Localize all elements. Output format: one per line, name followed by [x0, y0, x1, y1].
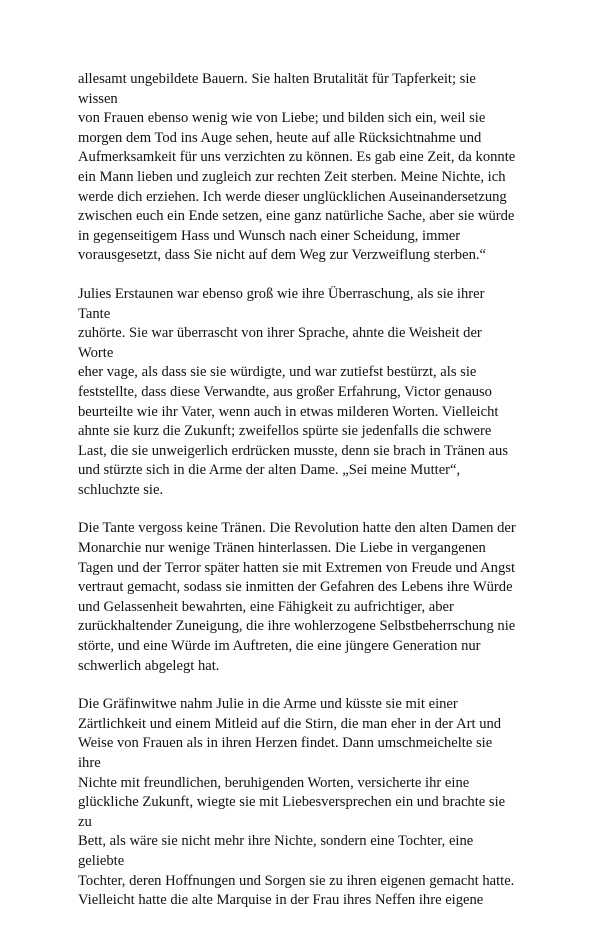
paragraph-2: Julies Erstaunen war ebenso groß wie ihre Überraschung, als sie ihrer Tante zuhörte. Sie war überrascht von ihrer Sprache, ahnte die Weisheit der Worte eher vage, als dass sie sie würdigte, und war zutiefst bestürzt, als sie feststellte, dass diese Verwandte, aus großer Erfahrung, Victor genauso beurteilte wie ihr Vater, wenn auch in etwas milderen Worten. Vielleicht ahnte sie kurz die Zukunft; zweifellos spürte sie jedenfalls die schwere Last, die sie unweigerlich erdrücken musste, denn sie brach in Tränen aus und stürzte sich in die Arme der alten Dame. „Sei meine Mutter“, schluchzte sie. — [78, 285, 508, 498]
paragraph-1: allesamt ungebildete Bauern. Sie halten Brutalität für Tapferkeit; sie wissen von Frauen ebenso wenig wie von Liebe; und bilden sich ein, weil sie morgen dem Tod ins Auge sehen, heute auf alle Rücksichtnahme und Aufmerksamkeit für uns verzichten zu können. Es gab eine Zeit, da konnte ein Mann lieben und zugleich zur rechten Zeit sterben. Meine Nichte, ich werde dich erziehen. Ich werde dieser unglücklichen Auseinandersetzung zwischen euch ein Ende setzen, eine ganz natürliche Sache, aber sie würde in gegenseitigem Hass und Wunsch nach einer Scheidung, immer vorausgesetzt, dass Sie nicht auf dem Weg zur Verzweiflung sterben.“ — [78, 71, 516, 264]
document-page — [78, 70, 518, 930]
paragraph-4: Die Gräfinwitwe nahm Julie in die Arme und küsste sie mit einer Zärtlichkeit und einem Mitleid auf die Stirn, die man eher in der Art und Weise von Frauen als in ihren Herzen findet. Dann umschmeichelte sie ihre Nichte mit freundlichen, beruhigenden Worten, versicherte ihr eine glückliche Zukunft, wiegte sie mit Liebesversprechen ein und brachte sie zu Bett, als wäre sie nicht mehr ihre Nichte, sondern eine Tochter, eine geliebte Tochter, deren Hoffnungen und Sorgen sie zu ihren eigenen gemacht hatte. Vielleicht hatte die alte Marquise in der Frau ihres Neffen ihre eigene — [78, 696, 515, 909]
paragraph-3: Die Tante vergoss keine Tränen. Die Revolution hatte den alten Damen der Monarchie nur wenige Tränen hinterlassen. Die Liebe in vergangenen Tagen und der Terror später hatten sie mit Extremen von Freude und Angst vertraut gemacht, sodass sie inmitten der Gefahren des Lebens ihre Würde und Gelassenheit bewahrten, eine Fähigkeit zu aufrichtiger, aber zurückhaltender Zuneigung, die ihre wohlerzogene Selbstbeherrschung nie störte, und eine Würde im Auftreten, die eine jüngere Generation nur schwerlich abgelegt hat. — [78, 520, 516, 674]
